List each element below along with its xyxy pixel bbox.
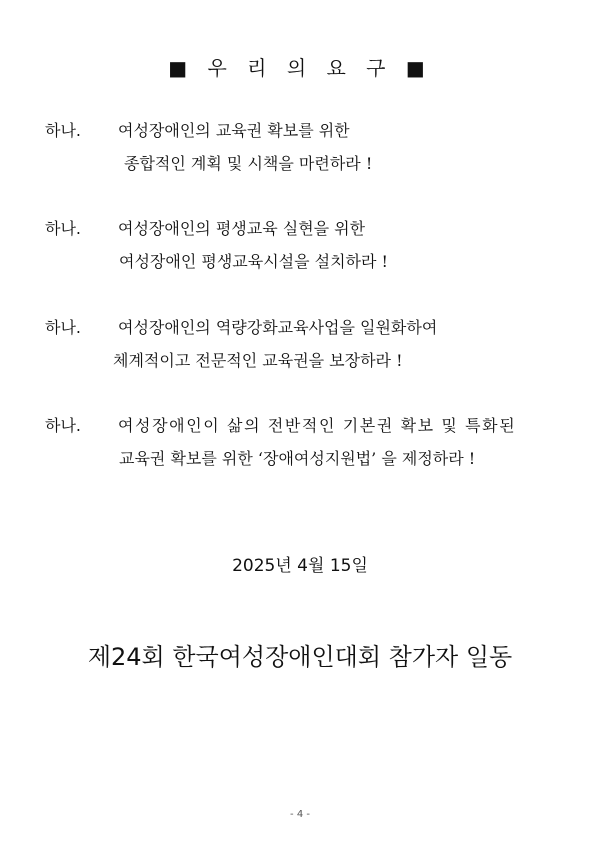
demand-text-line1: 여성장애인의 역량강화교육사업을 일원화하여 (118, 318, 438, 337)
demand-text-line1: 여성장애인의 평생교육 실현을 위한 (118, 219, 366, 238)
document-title: ■ 우 리 의 요 구 ■ (168, 56, 432, 80)
demand-prefix: 하나. (45, 121, 81, 140)
demand-prefix: 하나. (45, 318, 81, 337)
signature-line: 제24회 한국여성장애인대회 참가자 일동 (87, 643, 513, 671)
demand-prefix: 하나. (45, 416, 81, 435)
demand-text-line2: 교육권 확보를 위한 ‘장애여성지원법’ 을 제정하라 ! (119, 449, 476, 468)
demand-text-line1: 여성장애인이 삶의 전반적인 기본권 확보 및 특화된 (118, 416, 517, 435)
document-date: 2025년 4월 15일 (232, 556, 368, 576)
demand-text-line1: 여성장애인의 교육권 확보를 위한 (118, 121, 350, 140)
demand-text-line2: 종합적인 계획 및 시책을 마련하라 ! (124, 154, 373, 173)
demand-text-line2: 체계적이고 전문적인 교육권을 보장하라 ! (113, 351, 403, 370)
demand-prefix: 하나. (45, 219, 81, 238)
page-number: - 4 - (290, 809, 310, 820)
demand-text-line2: 여성장애인 평생교육시설을 설치하라 ! (119, 252, 388, 271)
